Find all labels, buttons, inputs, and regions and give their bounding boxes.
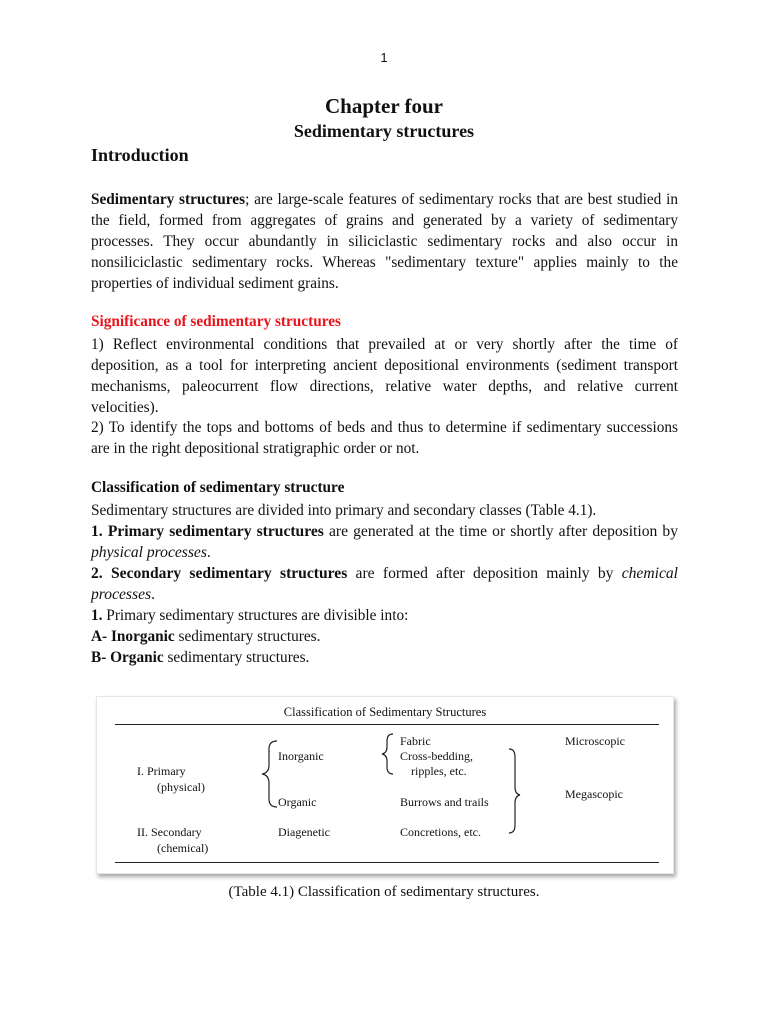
primary-end: . bbox=[206, 544, 211, 561]
primary-term: Primary sedimentary structures bbox=[107, 523, 324, 540]
inorganic-line bbox=[91, 626, 320, 647]
table-secondary-label: II. Secondary bbox=[137, 825, 202, 839]
chapter-title: Chapter four bbox=[324, 94, 444, 118]
table-primary-label: I. Primary bbox=[137, 764, 186, 778]
table-inorganic: Inorganic bbox=[278, 749, 324, 763]
table-ripples: ripples, etc. bbox=[411, 764, 467, 778]
page-number: 1 bbox=[380, 50, 388, 65]
secondary-text: are formed after deposition mainly by bbox=[347, 565, 622, 582]
primary-text: are generated at the time or shortly after deposition by bbox=[323, 523, 679, 540]
significance-point-2: 2) To identify the tops and bottoms of beds and thus to determine if sedimentary successions are in the right depositional stratigraphic order or not. bbox=[91, 419, 678, 457]
organic-text: sedimentary structures. bbox=[163, 649, 310, 666]
secondary-italic: chemical processes bbox=[91, 565, 679, 603]
secondary-term: Secondary sedimentary structures bbox=[110, 565, 348, 582]
table-concretions: Concretions, etc. bbox=[400, 825, 481, 839]
classification-table-figure bbox=[96, 696, 674, 874]
introduction-text: ; are large-scale features of sedimentary rocks that are best studied in the field, formed from aggregates of grains and generated by a variety of sedimentary processes. They occur abundantly in siliciclastic sedimentary rocks and also occur in nonsiliciclastic sedimentary rocks. Whereas "sedimentary texture" applies mainly to the properties of individual sediment grains. bbox=[91, 191, 678, 292]
table-megascopic: Megascopic bbox=[565, 787, 623, 801]
introduction-term: Sedimentary structures bbox=[91, 191, 246, 208]
secondary-structures-paragraph bbox=[91, 563, 678, 605]
brace-megascopic bbox=[509, 749, 520, 833]
introduction-heading: Introduction bbox=[91, 145, 189, 165]
table-title: Classification of Sedimentary Structures bbox=[283, 705, 487, 719]
significance-heading: Significance of sedimentary structures bbox=[91, 313, 341, 330]
table-fabric: Fabric bbox=[400, 734, 431, 748]
significance-point-1: 1) Reflect environmental conditions that prevailed at or very shortly after the time of deposition, as a tool for interpreting ancient depositional environments (sediment transport mechanisms, paleocurrent flow directions, relative water depths, and relative current velocities). bbox=[91, 336, 678, 416]
classification-heading: Classification of sedimentary structure bbox=[91, 479, 345, 496]
organic-line bbox=[91, 647, 309, 668]
table-diagenetic: Diagenetic bbox=[278, 825, 330, 839]
table-organic: Organic bbox=[278, 795, 317, 809]
table-secondary-sub: (chemical) bbox=[157, 841, 209, 855]
brace-inorganic-organic bbox=[262, 741, 277, 807]
primary-num: 1. bbox=[91, 523, 108, 540]
organic-label: B- Organic bbox=[91, 649, 164, 666]
brace-fabric-crossbedding bbox=[382, 734, 393, 774]
secondary-end: . bbox=[151, 586, 155, 603]
table-microscopic: Microscopic bbox=[565, 734, 625, 748]
chapter-subtitle: Sedimentary structures bbox=[293, 121, 475, 141]
table-caption: (Table 4.1) Classification of sedimentary structures. bbox=[228, 884, 540, 900]
table-cross-bedding: Cross-bedding, bbox=[400, 749, 473, 763]
secondary-num: 2. bbox=[91, 565, 111, 582]
table-primary-sub: (physical) bbox=[157, 780, 205, 794]
inorganic-text: sedimentary structures. bbox=[174, 628, 321, 645]
divisible-num: 1. bbox=[91, 607, 103, 624]
introduction-paragraph bbox=[91, 189, 678, 294]
classification-intro: Sedimentary structures are divided into primary and secondary classes (Table 4.1). bbox=[91, 502, 597, 519]
inorganic-label: A- Inorganic bbox=[91, 628, 175, 645]
primary-structures-paragraph bbox=[91, 521, 678, 563]
divisible-line bbox=[91, 605, 408, 626]
divisible-text: Primary sedimentary structures are divisible into: bbox=[102, 607, 409, 624]
primary-italic: physical processes bbox=[91, 544, 207, 561]
table-burrows: Burrows and trails bbox=[400, 795, 489, 809]
